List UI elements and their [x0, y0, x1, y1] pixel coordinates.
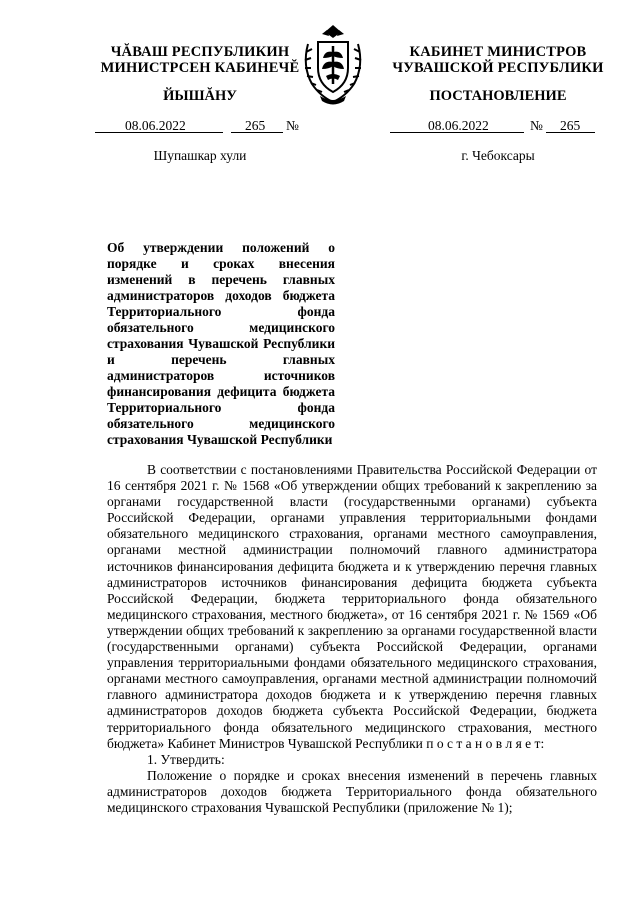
- item-1-heading: 1. Утвердить:: [147, 751, 225, 767]
- header-right-number: 265: [560, 118, 581, 133]
- header-right-org: [378, 44, 618, 76]
- header-right-line1: КАБИНЕТ МИНИСТРОВ: [409, 44, 587, 60]
- header-right-place: г. Чебоксары: [461, 148, 535, 163]
- item-1-text: Положение о порядке и сроках внесения изменений в перечень главных администраторов доходов бюджета Территориального фонда обязательного медицинского страхования Чувашской Республики (приложение № 1);: [107, 767, 597, 815]
- header-right-line2: ЧУВАШСКОЙ РЕСПУБЛИКИ: [392, 60, 604, 76]
- header-right-number-sign: №: [530, 118, 543, 133]
- document-title: Об утверждении положений о порядке и сроках внесения изменений в перечень главных администраторов доходов бюджета Территориального фонда обязательного медицинского страхования Чувашской Республики и перечень главных администраторов источников финансирования дефицита бюджета Территориального фонда обязательного медицинского страхования Чувашской Республики: [107, 240, 335, 447]
- header-left-number-sign: №: [286, 118, 299, 133]
- header-left-place: Шупашкар хули: [153, 148, 247, 163]
- resolves-text: п о с т а н о в л я е т:: [426, 735, 545, 751]
- header-left-number: 265: [245, 118, 266, 133]
- coat-of-arms-icon: [298, 22, 368, 106]
- header-left-date: 08.06.2022: [125, 118, 186, 133]
- header-left-line1: ЧĂВАШ РЕСПУБЛИКИН: [110, 44, 290, 60]
- header-right-date-row: [390, 118, 600, 138]
- header-left-line2: МИНИСТРСЕН КАБИНЕЧĔ: [100, 60, 300, 76]
- header-left-doc-type: ЙЫШĂНУ: [163, 88, 237, 104]
- preamble-text: В соответствии с постановлениями Правительства Российской Федерации от 16 сентября 2021 г. № 1568 «Об утверждении общих требований к закреплению за органами государственной власти (государственными органами) субъекта Российской Федерации, органами управления территориальными фондами обязательного медицинского страхования, органами местного самоуправления, органами местной администрации полномочий главного администратора источников финансирования дефицита бюджета и к утверждению перечня главных администраторов источников финансирования дефицита бюджета субъекта Российской Федерации, бюджета территориального фонда обязательного медицинского страхования, местного бюджета», от 16 сентября 2021 г. № 1569 «Об утверждении общих требований к закреплению за органами государственной власти (государственными органами) субъекта Российской Федерации, органами управления территориальными фондами обязательного медицинского страхования, органами местного самоуправления, органами местной администрации полномочий главного администратора доходов бюджета и к утверждению перечня главных администраторов доходов бюджета субъекта Российской Федерации, бюджета территориального фонда обязательного медицинского страхования, местного бюджета» Кабинет Министров Чувашской Республики: [107, 462, 597, 751]
- header-left-org: [80, 44, 320, 76]
- header-right-date: 08.06.2022: [428, 118, 489, 133]
- document-body: [107, 462, 597, 816]
- preamble-paragraph: [107, 462, 597, 752]
- header-right-doc-type: ПОСТАНОВЛЕНИЕ: [429, 88, 567, 104]
- header-left-date-row: [95, 118, 305, 138]
